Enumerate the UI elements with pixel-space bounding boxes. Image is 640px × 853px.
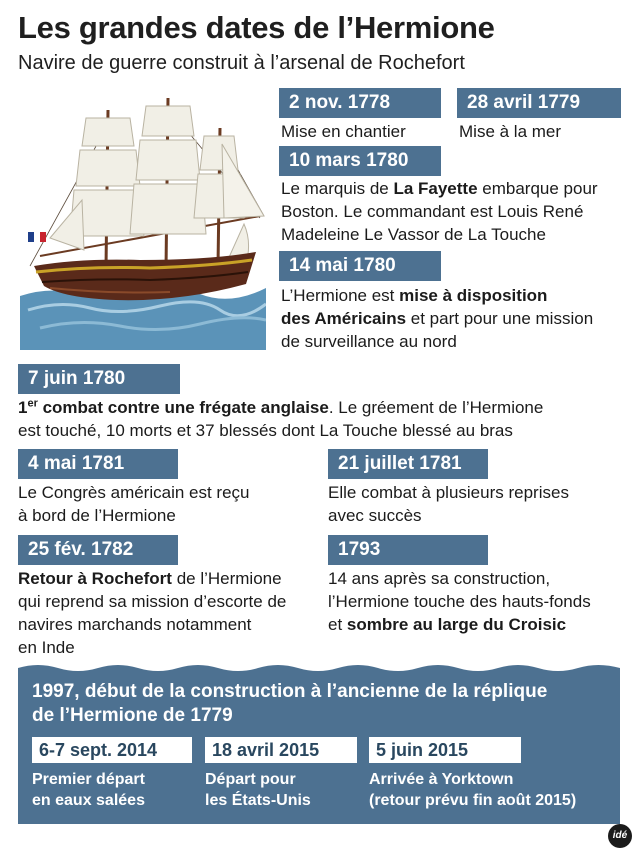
- event-date-mai-1780: 14 mai 1780: [279, 251, 441, 281]
- ide-logo: idé: [608, 824, 632, 848]
- event-date-juillet-1781: 21 juillet 1781: [328, 449, 488, 479]
- page-title: Les grandes dates de l’Hermione: [18, 10, 495, 45]
- wave-decoration: [18, 660, 620, 674]
- event-text-1778: Mise en chantier: [281, 122, 406, 141]
- event-date-1793: 1793: [328, 535, 488, 565]
- event-date-1782: 25 fév. 1782: [18, 535, 178, 565]
- replica-heading: 1997, début de la construction à l’ancienne de la réplique de l’Hermione de 1779: [32, 681, 548, 726]
- event-text-juillet-1781: Elle combat à plusieurs reprises avec succès: [328, 483, 569, 525]
- event-text-mai-1781: Le Congrès américain est reçu à bord de l’Hermione: [18, 483, 250, 525]
- replica-panel: [18, 672, 620, 824]
- event-text-mars-1780: Le marquis de La Fayette embarque pour Boston. Le commandant est Louis René Madeleine Le Vassor de La Touche: [281, 179, 598, 244]
- ship-illustration: [20, 88, 266, 350]
- replica-text-1: Premier départ en eaux salées: [32, 771, 145, 809]
- event-date-mars-1780: 10 mars 1780: [279, 146, 441, 176]
- flag-icon: [28, 232, 34, 242]
- event-date-juin-1780: 7 juin 1780: [18, 364, 180, 394]
- page-subtitle: Navire de guerre construit à l’arsenal de Rochefort: [18, 52, 465, 74]
- replica-text-3: Arrivée à Yorktown (retour prévu fin août 2015): [369, 771, 577, 809]
- event-date-mai-1781: 4 mai 1781: [18, 449, 178, 479]
- event-date-1778: 2 nov. 1778: [279, 88, 441, 118]
- replica-date-1: 6-7 sept. 2014: [32, 737, 192, 763]
- replica-date-2: 18 avril 2015: [205, 737, 357, 763]
- replica-text-2: Départ pour les États-Unis: [205, 771, 311, 809]
- event-text-1782: Retour à Rochefort de l’Hermione qui reprend sa mission d’escorte de navires marchands notamment en Inde: [18, 569, 287, 657]
- event-date-1779: 28 avril 1779: [457, 88, 621, 118]
- event-text-juin-1780: 1er combat contre une frégate anglaise. Le gréement de l’Hermione est touché, 10 morts et 37 blessés dont La Touche blessé au bras: [18, 397, 544, 440]
- event-text-mai-1780: L’Hermione est mise à disposition des Américains et part pour une mission de surveillance au nord: [281, 286, 594, 351]
- event-text-1793: 14 ans après sa construction, l’Hermione touche des hauts-fonds et sombre au large du Croisic: [328, 569, 591, 634]
- event-text-1779: Mise à la mer: [459, 122, 562, 141]
- replica-date-3: 5 juin 2015: [369, 737, 521, 763]
